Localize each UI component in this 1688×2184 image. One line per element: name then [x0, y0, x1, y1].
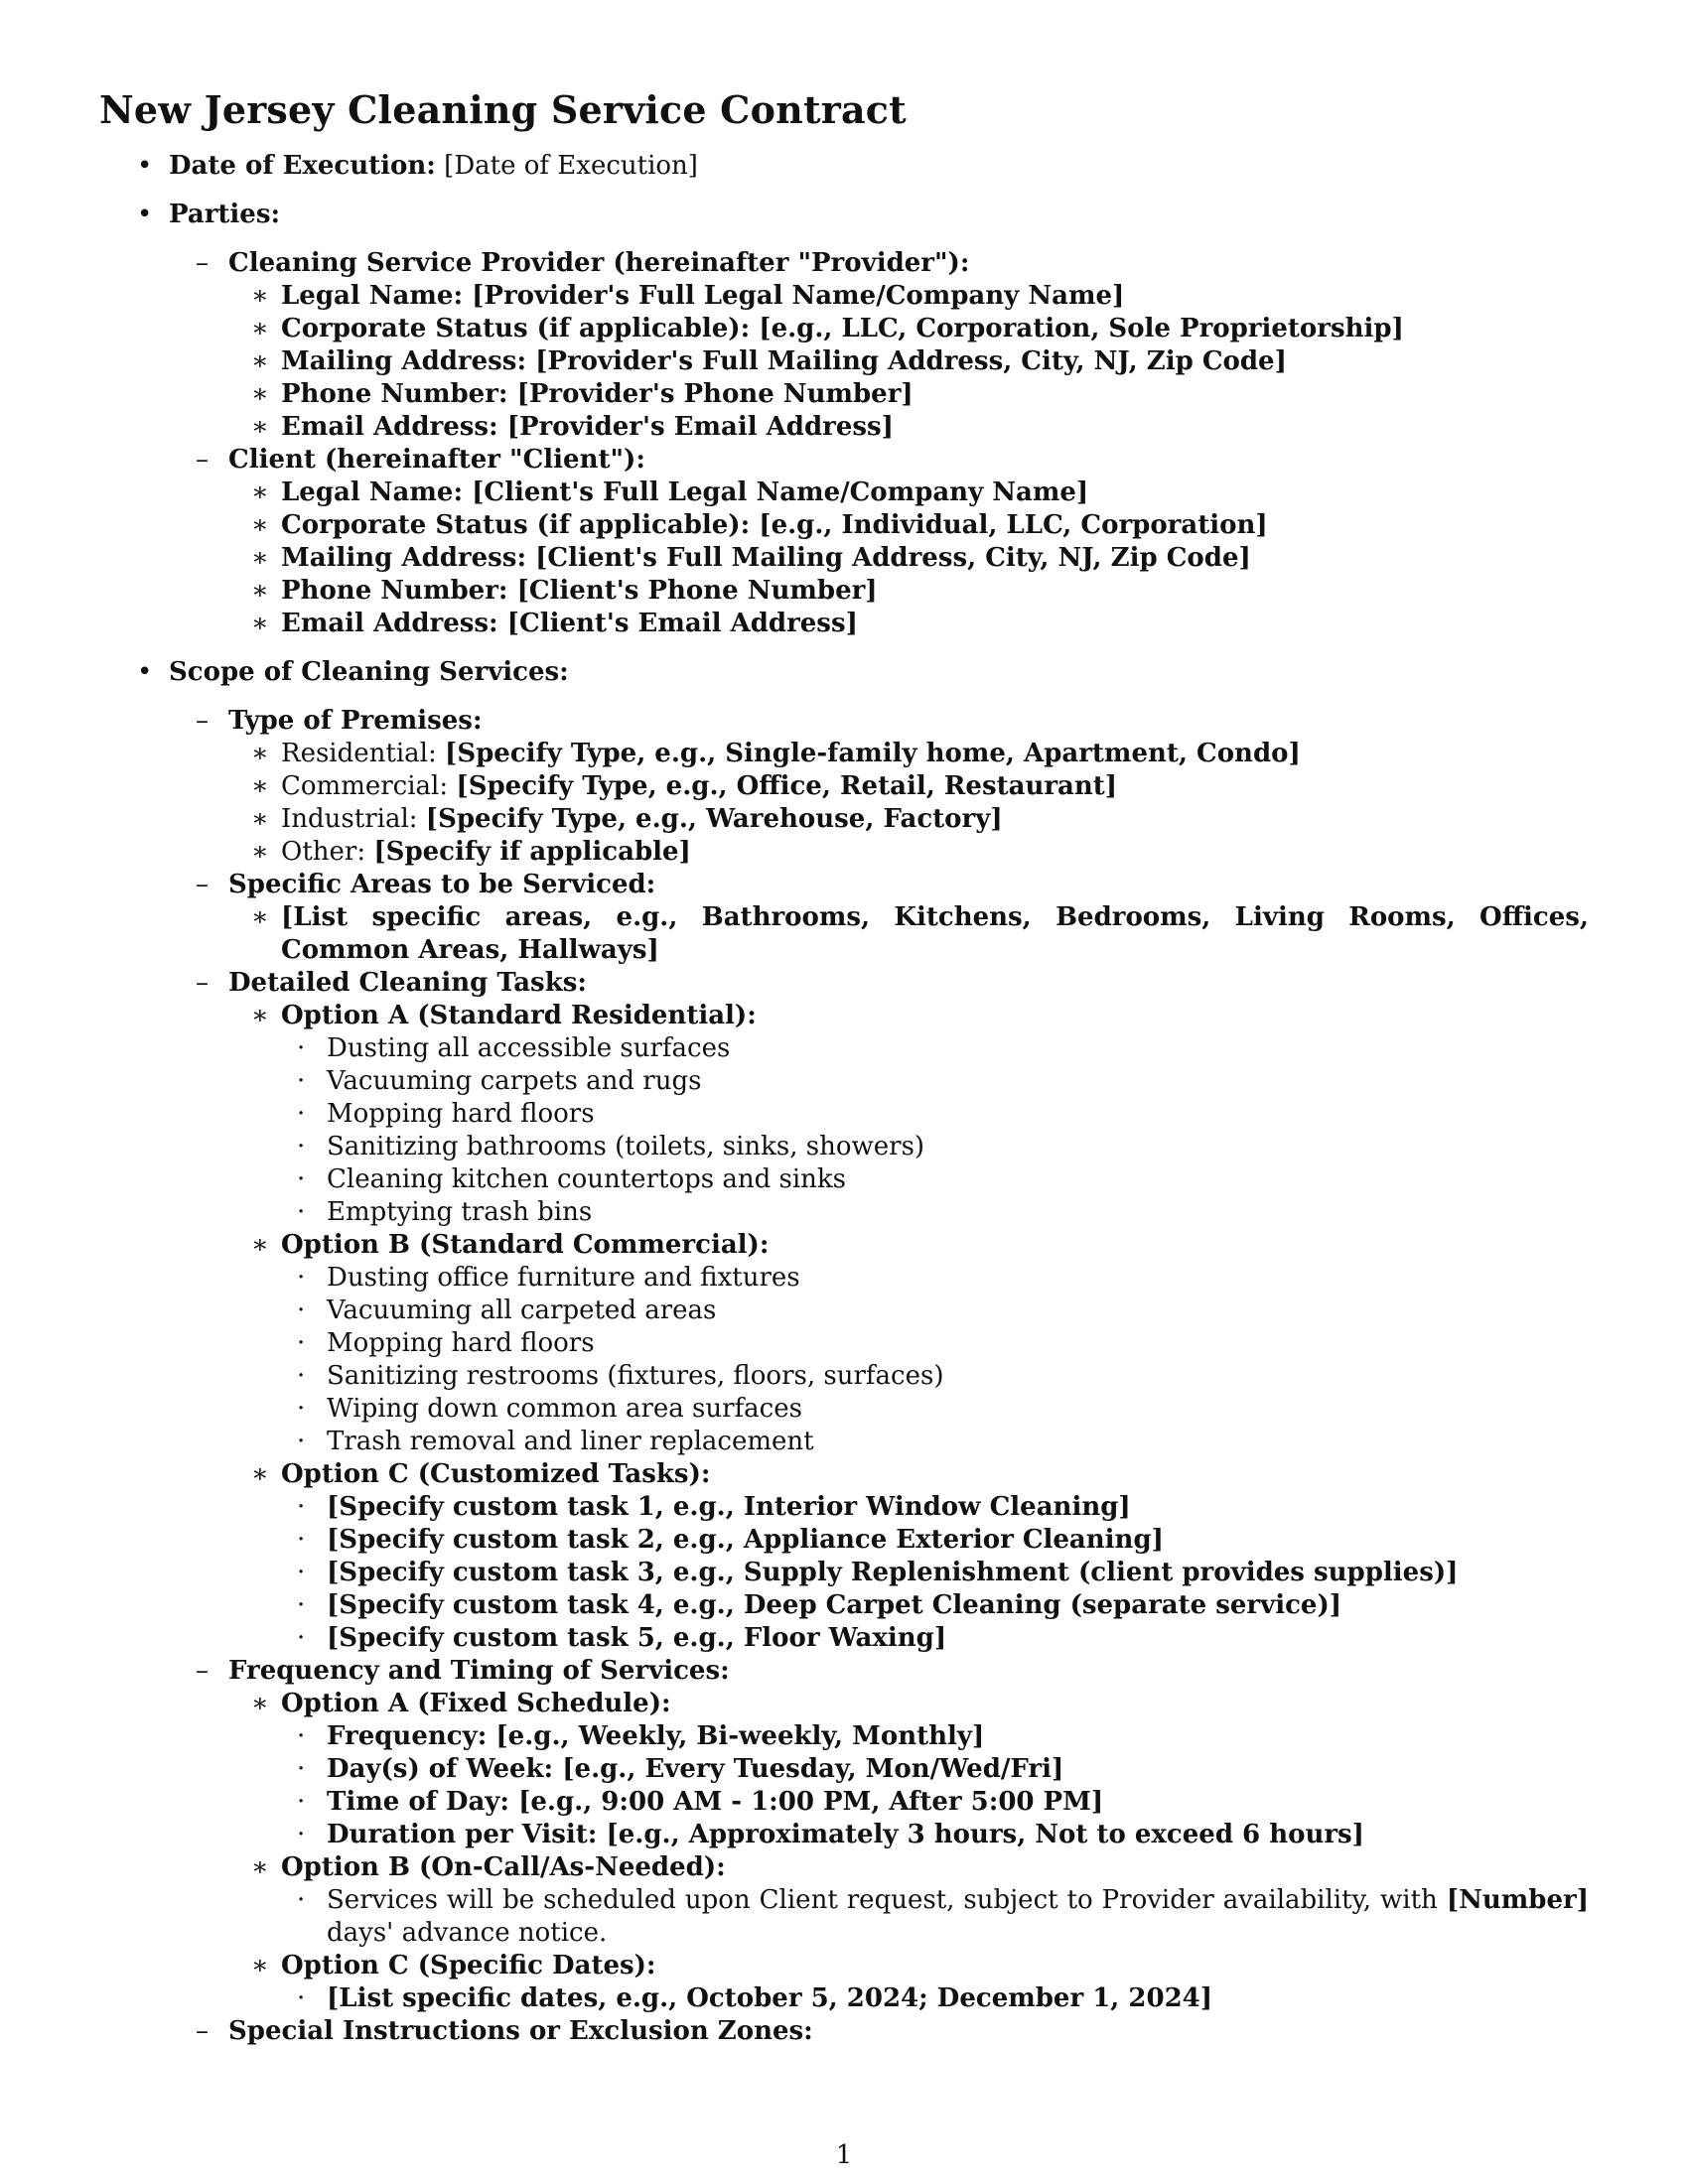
- areas-heading: – Specific Areas to be Serviced:: [196, 870, 656, 899]
- premises-heading: – Type of Premises:: [196, 706, 483, 736]
- asterisk-marker-icon: ∗: [251, 281, 269, 311]
- list-item: · Wiping down common area surfaces: [297, 1394, 802, 1424]
- option-heading: ∗ Option A (Fixed Schedule):: [251, 1689, 671, 1718]
- list-item: ∗ [List specific areas, e.g., Bathrooms, Kitchens, Bedrooms, Living Rooms, Offices, Common Areas, Hallways]: [251, 902, 1589, 965]
- dot-marker-icon: ·: [297, 1132, 306, 1161]
- dash-marker-icon: –: [196, 2016, 209, 2046]
- dot-marker-icon: ·: [297, 1099, 306, 1129]
- dot-marker-icon: ·: [297, 1263, 306, 1293]
- list-item: ∗ Corporate Status (if applicable): [e.g., Individual, LLC, Corporation]: [251, 510, 1268, 540]
- list-item: ∗ Residential: [Specify Type, e.g., Single-family home, Apartment, Condo]: [251, 739, 1301, 768]
- asterisk-marker-icon: ∗: [251, 771, 269, 801]
- dash-marker-icon: –: [196, 968, 209, 998]
- option-heading: ∗ Option B (Standard Commercial):: [251, 1230, 770, 1260]
- dot-marker-icon: ·: [297, 1558, 306, 1587]
- asterisk-marker-icon: ∗: [251, 739, 269, 768]
- list-item: ∗ Commercial: [Specify Type, e.g., Office, Retail, Restaurant]: [251, 771, 1118, 801]
- dash-marker-icon: –: [196, 706, 209, 736]
- list-item: · Frequency: [e.g., Weekly, Bi-weekly, Monthly]: [297, 1721, 985, 1751]
- asterisk-marker-icon: ∗: [251, 1459, 269, 1489]
- list-item: · Day(s) of Week: [e.g., Every Tuesday, Mon/Wed/Fri]: [297, 1754, 1064, 1784]
- list-item: ∗ Phone Number: [Client's Phone Number]: [251, 576, 878, 606]
- list-item: · Mopping hard floors: [297, 1099, 595, 1129]
- list-item: · Vacuuming all carpeted areas: [297, 1296, 717, 1325]
- bullet-icon: •: [137, 657, 153, 687]
- asterisk-marker-icon: ∗: [251, 412, 269, 442]
- asterisk-marker-icon: ∗: [251, 1852, 269, 1882]
- asterisk-marker-icon: ∗: [251, 576, 269, 606]
- tasks-heading: – Detailed Cleaning Tasks:: [196, 968, 587, 998]
- contract-page: [99, 87, 1589, 2048]
- list-item: · Time of Day: [e.g., 9:00 AM - 1:00 PM, After 5:00 PM]: [297, 1787, 1104, 1817]
- list-item: · Vacuuming carpets and rugs: [297, 1066, 702, 1096]
- dot-marker-icon: ·: [297, 1885, 306, 1915]
- asterisk-marker-icon: ∗: [251, 510, 269, 540]
- list-item: · [Specify custom task 2, e.g., Appliance Exterior Cleaning]: [297, 1525, 1164, 1555]
- field-label: Date of Execution:: [169, 151, 436, 181]
- list-item: ∗ Email Address: [Provider's Email Address]: [251, 412, 894, 442]
- list-item: ∗ Mailing Address: [Client's Full Mailing Address, City, NJ, Zip Code]: [251, 543, 1251, 573]
- dot-marker-icon: ·: [297, 1623, 306, 1653]
- list-item: ∗ Corporate Status (if applicable): [e.g., LLC, Corporation, Sole Proprietorship]: [251, 314, 1404, 343]
- option-heading: ∗ Option A (Standard Residential):: [251, 1001, 757, 1030]
- list-item: · Dusting office furniture and fixtures: [297, 1263, 800, 1293]
- list-item: · [Specify custom task 5, e.g., Floor Waxing]: [297, 1623, 947, 1653]
- list-item: ∗ Email Address: [Client's Email Address]: [251, 609, 858, 638]
- page-number: 1: [835, 2140, 853, 2170]
- parties-heading: • Parties:: [137, 200, 281, 229]
- dot-marker-icon: ·: [297, 1590, 306, 1620]
- asterisk-marker-icon: ∗: [251, 346, 269, 376]
- dash-marker-icon: –: [196, 445, 209, 475]
- list-item: · Emptying trash bins: [297, 1197, 593, 1227]
- list-item: ∗ Other: [Specify if applicable]: [251, 837, 691, 867]
- list-item: · [Specify custom task 4, e.g., Deep Carpet Cleaning (separate service)]: [297, 1590, 1342, 1620]
- dot-marker-icon: ·: [297, 1328, 306, 1358]
- dot-marker-icon: ·: [297, 1394, 306, 1424]
- dot-marker-icon: ·: [297, 1787, 306, 1817]
- asterisk-marker-icon: ∗: [251, 609, 269, 638]
- dot-marker-icon: ·: [297, 1361, 306, 1391]
- bullet-icon: •: [137, 200, 153, 229]
- field-value: [Date of Execution]: [444, 151, 698, 181]
- list-item: · [Specify custom task 1, e.g., Interior Window Cleaning]: [297, 1492, 1131, 1522]
- date-of-execution-item: [99, 150, 1589, 183]
- special-instructions-heading: – Special Instructions or Exclusion Zones:: [196, 2016, 813, 2046]
- list-item: · Mopping hard floors: [297, 1328, 595, 1358]
- dot-marker-icon: ·: [297, 1492, 306, 1522]
- provider-heading: – Cleaning Service Provider (hereinafter "Provider"):: [196, 248, 970, 278]
- list-item: ∗ Legal Name: [Provider's Full Legal Name/Company Name]: [251, 281, 1125, 311]
- dot-marker-icon: ·: [297, 1197, 306, 1227]
- asterisk-marker-icon: ∗: [251, 804, 269, 834]
- list-item: ∗ Mailing Address: [Provider's Full Mailing Address, City, NJ, Zip Code]: [251, 346, 1287, 376]
- list-item: · [Specify custom task 3, e.g., Supply Replenishment (client provides supplies)]: [297, 1558, 1459, 1587]
- asterisk-marker-icon: ∗: [251, 478, 269, 507]
- dot-marker-icon: ·: [297, 1427, 306, 1456]
- asterisk-marker-icon: ∗: [251, 1001, 269, 1030]
- asterisk-marker-icon: ∗: [251, 1951, 269, 1980]
- asterisk-marker-icon: ∗: [251, 543, 269, 573]
- asterisk-marker-icon: ∗: [251, 379, 269, 409]
- asterisk-marker-icon: ∗: [251, 1230, 269, 1260]
- dash-marker-icon: –: [196, 870, 209, 899]
- dot-marker-icon: ·: [297, 1721, 306, 1751]
- dot-marker-icon: ·: [297, 1066, 306, 1096]
- dot-marker-icon: ·: [297, 1754, 306, 1784]
- dot-marker-icon: ·: [297, 1525, 306, 1555]
- dot-marker-icon: ·: [297, 1033, 306, 1063]
- dot-marker-icon: ·: [297, 1164, 306, 1194]
- list-item: ∗ Legal Name: [Client's Full Legal Name/Company Name]: [251, 478, 1089, 507]
- option-heading: ∗ Option C (Specific Dates):: [251, 1951, 656, 1980]
- dot-marker-icon: ·: [297, 1296, 306, 1325]
- list-item: · Cleaning kitchen countertops and sinks: [297, 1164, 847, 1194]
- list-item: · Trash removal and liner replacement: [297, 1427, 814, 1456]
- option-heading: ∗ Option B (On-Call/As-Needed):: [251, 1852, 726, 1882]
- dot-marker-icon: ·: [297, 1820, 306, 1849]
- list-item: · [List specific dates, e.g., October 5, 2024; December 1, 2024]: [297, 1983, 1213, 2013]
- dash-marker-icon: –: [196, 1656, 209, 1686]
- option-heading: ∗ Option C (Customized Tasks):: [251, 1459, 711, 1489]
- dash-marker-icon: –: [196, 248, 209, 278]
- dot-marker-icon: ·: [297, 1983, 306, 2013]
- asterisk-marker-icon: ∗: [251, 902, 269, 932]
- list-item: · Dusting all accessible surfaces: [297, 1033, 731, 1063]
- bullet-icon: •: [137, 151, 153, 181]
- document-title: New Jersey Cleaning Service Contract: [99, 87, 907, 132]
- client-heading: – Client (hereinafter "Client"):: [196, 445, 645, 475]
- asterisk-marker-icon: ∗: [251, 314, 269, 343]
- asterisk-marker-icon: ∗: [251, 1689, 269, 1718]
- list-item: · Sanitizing bathrooms (toilets, sinks, showers): [297, 1132, 925, 1161]
- list-item: · Duration per Visit: [e.g., Approximately 3 hours, Not to exceed 6 hours]: [297, 1820, 1364, 1849]
- list-item: ∗ Industrial: [Specify Type, e.g., Warehouse, Factory]: [251, 804, 1003, 834]
- asterisk-marker-icon: ∗: [251, 837, 269, 867]
- frequency-heading: – Frequency and Timing of Services:: [196, 1656, 730, 1686]
- list-item: ∗ Phone Number: [Provider's Phone Number]: [251, 379, 914, 409]
- list-item: · Sanitizing restrooms (fixtures, floors, surfaces): [297, 1361, 944, 1391]
- scope-heading: • Scope of Cleaning Services:: [137, 657, 569, 687]
- list-item: · Services will be scheduled upon Client request, subject to Provider availability, with [Number] days' advance notice.: [297, 1885, 1590, 1948]
